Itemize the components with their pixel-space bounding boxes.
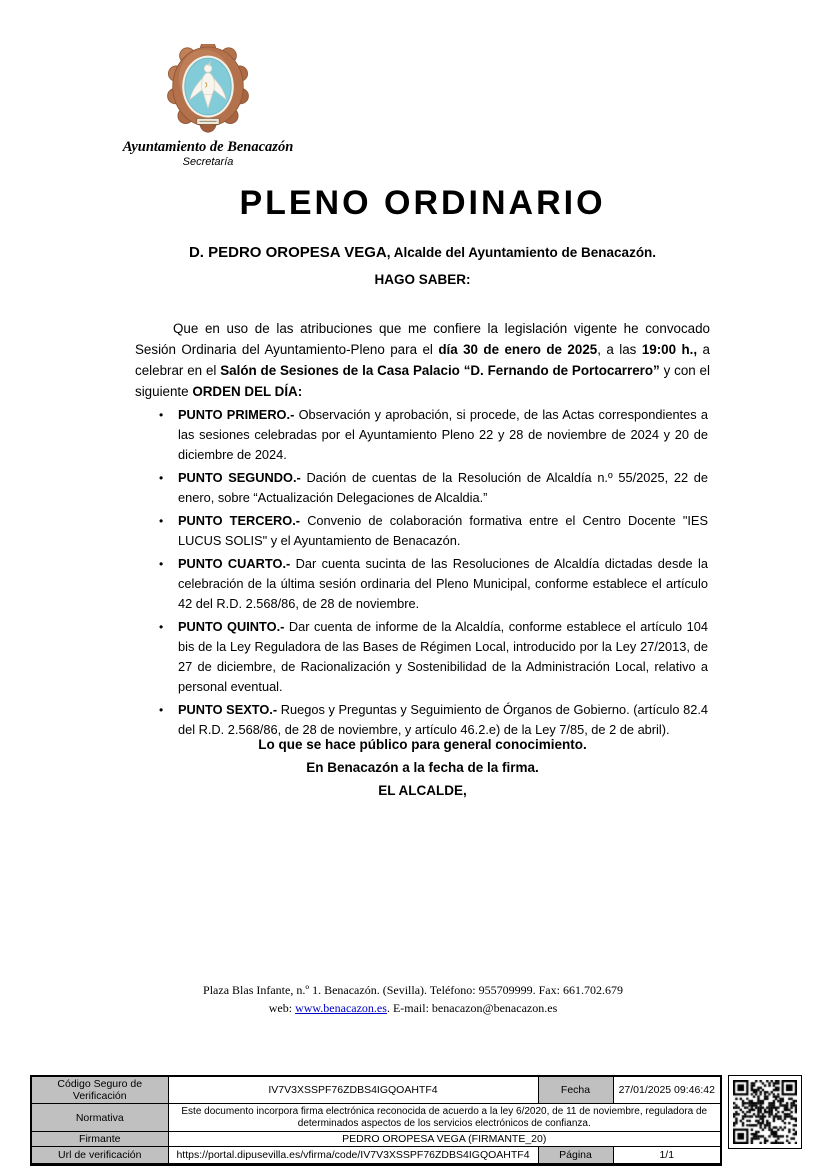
- agenda-item-text: Convenio de colaboración formativa entre el Centro Docente "IES LUCUS SOLIS" y el Ayuntamiento de Benacazón.: [178, 513, 708, 548]
- agenda-item-text: Dación de cuentas de la Resolución de Alcaldía n.º 55/2025, 22 de enero, sobre “Actualización Delegaciones de Alcaldia.”: [178, 470, 708, 505]
- municipality-seal-icon: [165, 44, 251, 136]
- closing-line: En Benacazón a la fecha de la firma.: [306, 760, 539, 775]
- footer-address: [0, 981, 826, 1017]
- table-row: [31, 1076, 721, 1104]
- agenda-item: [157, 405, 708, 465]
- footer-web-link[interactable]: www.benacazon.es: [295, 1001, 387, 1015]
- table-row: [31, 1147, 721, 1165]
- issuer-line: [135, 244, 710, 262]
- closing-line: Lo que se hace público para general conocimiento.: [258, 737, 587, 752]
- agenda-item-label: PUNTO PRIMERO.-: [178, 407, 299, 422]
- csv-value: IV7V3XSSPF76ZDBS4IGQOAHTF4: [168, 1076, 538, 1104]
- agenda-item-label: PUNTO QUINTO.-: [178, 619, 289, 634]
- url-value: https://portal.dipusevilla.es/vfirma/code/IV7V3XSSPF76ZDBS4IGQOAHTF4: [168, 1147, 538, 1165]
- fecha-label: Fecha: [538, 1076, 613, 1104]
- agenda-item-label: PUNTO TERCERO.-: [178, 513, 308, 528]
- issuer-role: , Alcalde del Ayuntamiento de Benacazón.: [386, 245, 657, 260]
- agenda-item-text: Observación y aprobación, si procede, de las Actas correspondientes a las sesiones celebradas por el Ayuntamiento Pleno 22 y 28 de noviembre de 2024 y 20 de diciembre de 2024.: [178, 407, 708, 462]
- footer-line1: Plaza Blas Infante, n.º 1. Benacazón. (Sevilla). Teléfono: 955709999. Fax: 661.702.679: [203, 983, 623, 997]
- agenda-item-text: Ruegos y Preguntas y Seguimiento de Órganos de Gobierno. (artículo 82.4 del R.D. 2.568/86, de 28 de noviembre, y artículo 46.2.e) de la Ley 7/85, de 2 de abril).: [178, 702, 708, 737]
- verification-table: [30, 1075, 722, 1166]
- url-label: Url de verificación: [31, 1147, 168, 1165]
- document-header: [103, 44, 313, 168]
- qr-code-icon: [733, 1080, 797, 1144]
- agenda-item-label: PUNTO CUARTO.-: [178, 556, 296, 571]
- agenda-item: [157, 617, 708, 697]
- csv-label: Código Seguro de Verificación: [31, 1076, 168, 1104]
- pagina-value: 1/1: [613, 1147, 721, 1165]
- issuer-name: D. PEDRO OROPESA VEGA: [188, 244, 387, 261]
- normativa-value: Este documento incorpora firma electrónica reconocida de acuerdo a la ley 6/2020, de 11 de noviembre, reguladora de determinados aspectos de los servicios electrónicos de confianza.: [168, 1104, 721, 1132]
- document-title: PLENO ORDINARIO: [239, 184, 606, 222]
- footer-email-suffix: . E-mail: benacazon@benacazon.es: [386, 1001, 558, 1015]
- agenda-item: [157, 468, 708, 508]
- agenda-item-text: Dar cuenta de informe de la Alcaldía, conforme establece el artículo 104 bis de la Ley Reguladora de las Bases de Régimen Local, introducido por la Ley 27/2013, de 27 de diciembre, de Racionalización y Sostenibilidad de la Administración Local, relativo a personal eventual.: [178, 619, 708, 694]
- dept-name: Secretaría: [182, 156, 234, 168]
- footer-line2: [0, 999, 826, 1017]
- org-name: Ayuntamiento de Benacazón: [122, 139, 294, 155]
- qr-code: [728, 1075, 802, 1149]
- closing-block: [135, 733, 710, 802]
- firmante-label: Firmante: [31, 1132, 168, 1147]
- table-row: [31, 1104, 721, 1132]
- agenda-item: [157, 554, 708, 614]
- intro-paragraph: Que en uso de las atribuciones que me confiere la legislación vigente he convocado Sesión Ordinaria del Ayuntamiento-Pleno para el día 30 de enero de 2025, a las 19:00 h., a celebrar en el Salón de Sesiones de la Casa Palacio “D. Fernando de Portocarrero” y con el siguiente ORDEN DEL DÍA:: [135, 321, 711, 400]
- agenda-item-text: Dar cuenta sucinta de las Resoluciones de Alcaldía dictadas desde la celebración de la última sesión ordinaria del Pleno Municipal, conforme establece el artículo 42 del R.D. 2.568/86, de 28 de noviembre.: [178, 556, 708, 611]
- table-row: [31, 1132, 721, 1147]
- firmante-value: PEDRO OROPESA VEGA (FIRMANTE_20): [168, 1132, 721, 1147]
- normativa-label: Normativa: [31, 1104, 168, 1132]
- agenda-list: [157, 405, 708, 743]
- footer-web-prefix: web:: [268, 1001, 296, 1015]
- fecha-value: 27/01/2025 09:46:42: [613, 1076, 721, 1104]
- agenda-item: [157, 511, 708, 551]
- agenda-item-label: PUNTO SEXTO.-: [178, 702, 281, 717]
- closing-line: EL ALCALDE,: [378, 783, 467, 798]
- agenda-item-label: PUNTO SEGUNDO.-: [178, 470, 307, 485]
- pagina-label: Página: [538, 1147, 613, 1165]
- hago-saber-heading: HAGO SABER:: [374, 272, 471, 287]
